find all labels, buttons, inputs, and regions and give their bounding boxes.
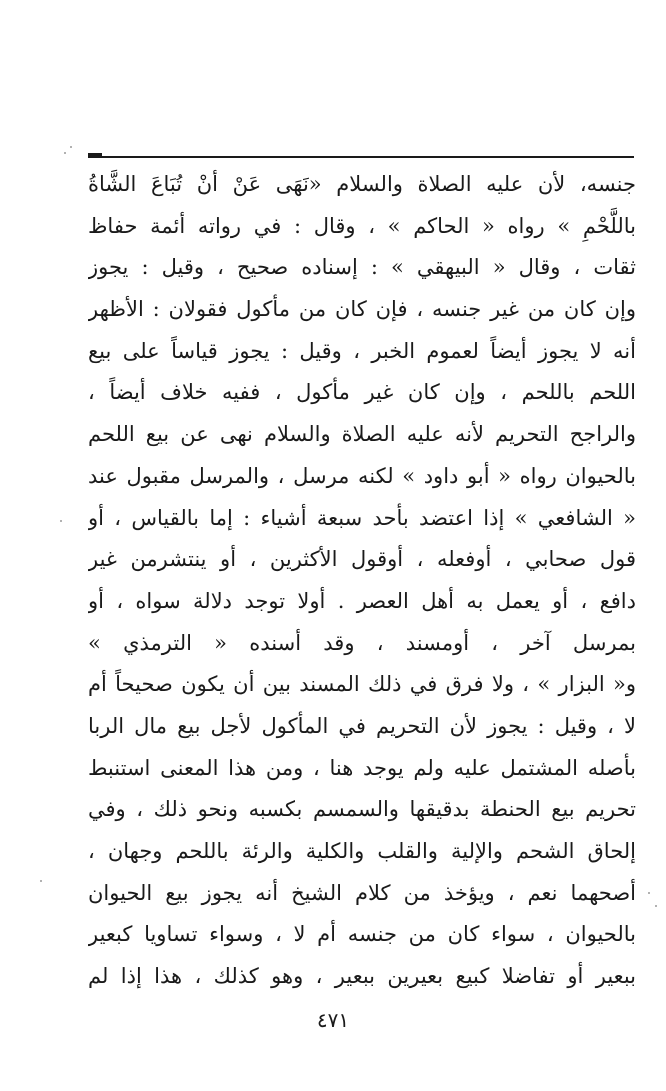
header-rule <box>88 156 634 158</box>
text-line: لا ، وقيل : يجوز لأن التحريم في المأكول لأجل بيع مال الربا <box>88 713 636 738</box>
text-line: والراجح التحريم لأنه عليه الصلاة والسلام نهى عن بيع اللحم <box>88 422 636 447</box>
text-line: دافع ، أو يعمل به أهل العصر . أولا توجد دلالة سواه ، أو <box>88 588 636 613</box>
paper-speck <box>648 892 650 894</box>
paper-speck <box>70 146 72 148</box>
text-line: تحريم بيع الحنطة بدقيقها والسمسم بكسبه ونحو ذلك ، وفي <box>88 797 636 822</box>
text-line: أنه لا يجوز أيضاً لعموم الخبر ، وقيل : يجوز قياساً على بيع <box>88 338 636 363</box>
text-line: بالحيوان رواه « أبو داود » لكنه مرسل ، والمرسل مقبول عند <box>88 463 636 488</box>
paper-speck <box>60 520 62 522</box>
text-line: جنسه، لأن عليه الصلاة والسلام «نَهَى عَنْ أنْ تُبَاعَ الشَّاةُ <box>88 172 636 196</box>
text-line: بمرسل آخر ، أومسند ، وقد أسنده « الترمذي » <box>88 630 636 655</box>
text-line: أصحهما نعم ، ويؤخذ من كلام الشيخ أنه يجوز بيع الحيوان <box>88 880 636 905</box>
page-number: ٤٧١ <box>316 1008 350 1032</box>
paper-speck <box>64 152 66 154</box>
paper-speck <box>655 905 657 907</box>
text-line: و« البزار » ، ولا فرق في ذلك المسند بين أن يكون صحيحاً أم <box>88 672 636 697</box>
text-line: بأصله المشتمل عليه ولم يوجد هنا ، ومن هذا المعنى استنبط <box>88 755 636 780</box>
text-line: قول صحابي ، أوفعله ، أوقول الأكثرين ، أو ينتشرمن غير <box>88 547 636 572</box>
text-line: إلحاق الشحم والإلية والقلب والكلية والرئة باللحم وجهان ، <box>88 839 636 863</box>
text-line: اللحم باللحم ، وإن كان غير مأكول ، ففيه خلاف أيضاً ، <box>88 380 636 405</box>
text-line: ثقات ، وقال « البيهقي » : إسناده صحيح ، وقيل : يجوز <box>88 255 636 280</box>
text-line: باللَّحْمِ » رواه « الحاكم » ، وقال : في رواته أئمة حفاظ <box>88 213 636 238</box>
text-line: بالحيوان ، سواء كان من جنسه أم لا ، وسواء تساويا كبعير <box>88 922 636 947</box>
text-line: ببعير أو تفاضلا كبيع بعيرين ببعير ، وهو كذلك ، هذا إذا لم <box>88 964 636 989</box>
paper-speck <box>40 880 42 882</box>
body-text <box>88 164 636 998</box>
text-line: وإن كان من غير جنسه ، فإن كان من مأكول فقولان : الأظهر <box>88 297 636 322</box>
text-line: « الشافعي » إذا اعتضد بأحد سبعة أشياء : إما بالقياس ، أو <box>88 505 636 530</box>
